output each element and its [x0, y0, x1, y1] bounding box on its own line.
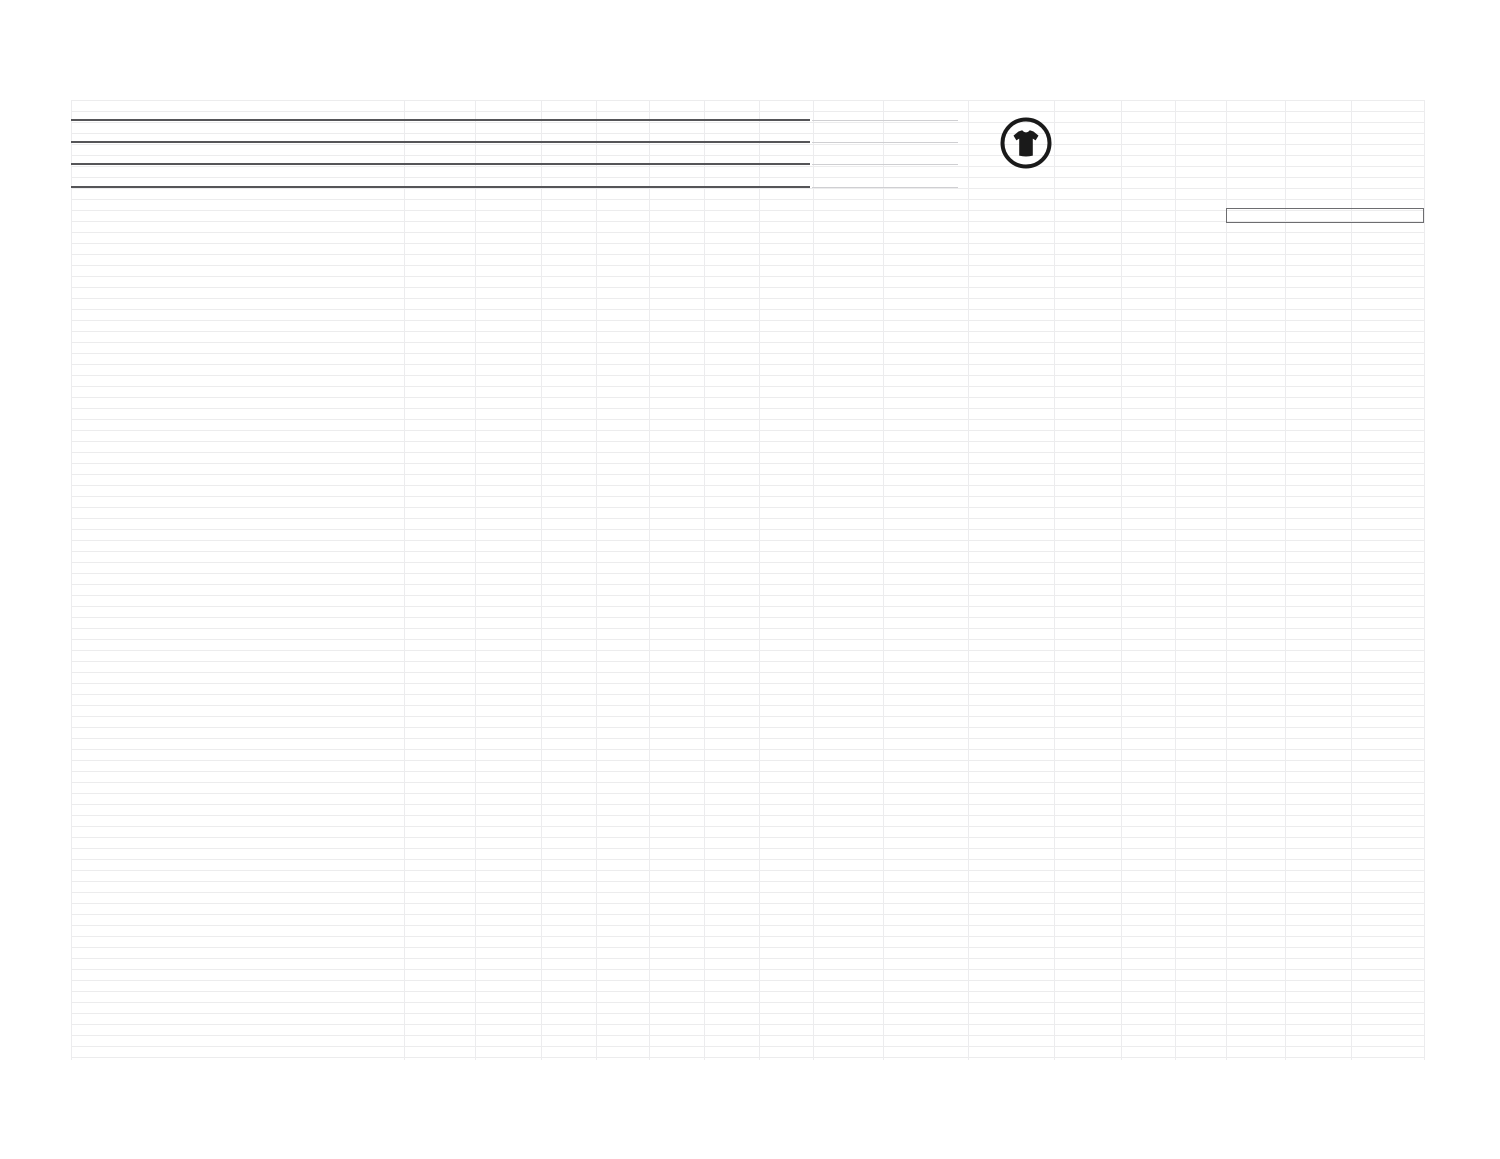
grid-line-horizontal — [71, 1057, 1424, 1058]
downtime-reason-title — [1226, 208, 1424, 223]
header-field-es-la-fecha[interactable] — [812, 107, 958, 121]
header-field-rule — [71, 119, 810, 121]
header-field-en-date[interactable] — [71, 107, 810, 121]
header-field-rule — [71, 163, 810, 165]
header-field-en-press[interactable] — [71, 129, 810, 143]
grid-line-vertical — [1424, 100, 1425, 1060]
header-field-en-shift[interactable] — [71, 174, 810, 188]
atkinson-consulting-logo — [1000, 117, 1232, 169]
header-field-es-cambio[interactable] — [812, 174, 958, 188]
tshirt-in-circle-icon — [1000, 117, 1052, 169]
header-field-rule — [812, 164, 958, 165]
production-log-table — [71, 196, 1424, 1030]
header-field-en-operator[interactable] — [71, 151, 810, 165]
grid-line-horizontal — [71, 1046, 1424, 1047]
header-field-rule — [812, 142, 958, 143]
header-field-es-maquina[interactable] — [812, 129, 958, 143]
grid-line-horizontal — [71, 188, 1424, 189]
header-field-es-operador[interactable] — [812, 151, 958, 165]
header-field-rule — [812, 187, 958, 188]
header-field-rule — [71, 141, 810, 143]
grid-line-horizontal — [71, 100, 1424, 101]
header-field-rule — [71, 186, 810, 188]
header-field-rule — [812, 120, 958, 121]
grid-line-horizontal — [71, 1035, 1424, 1036]
